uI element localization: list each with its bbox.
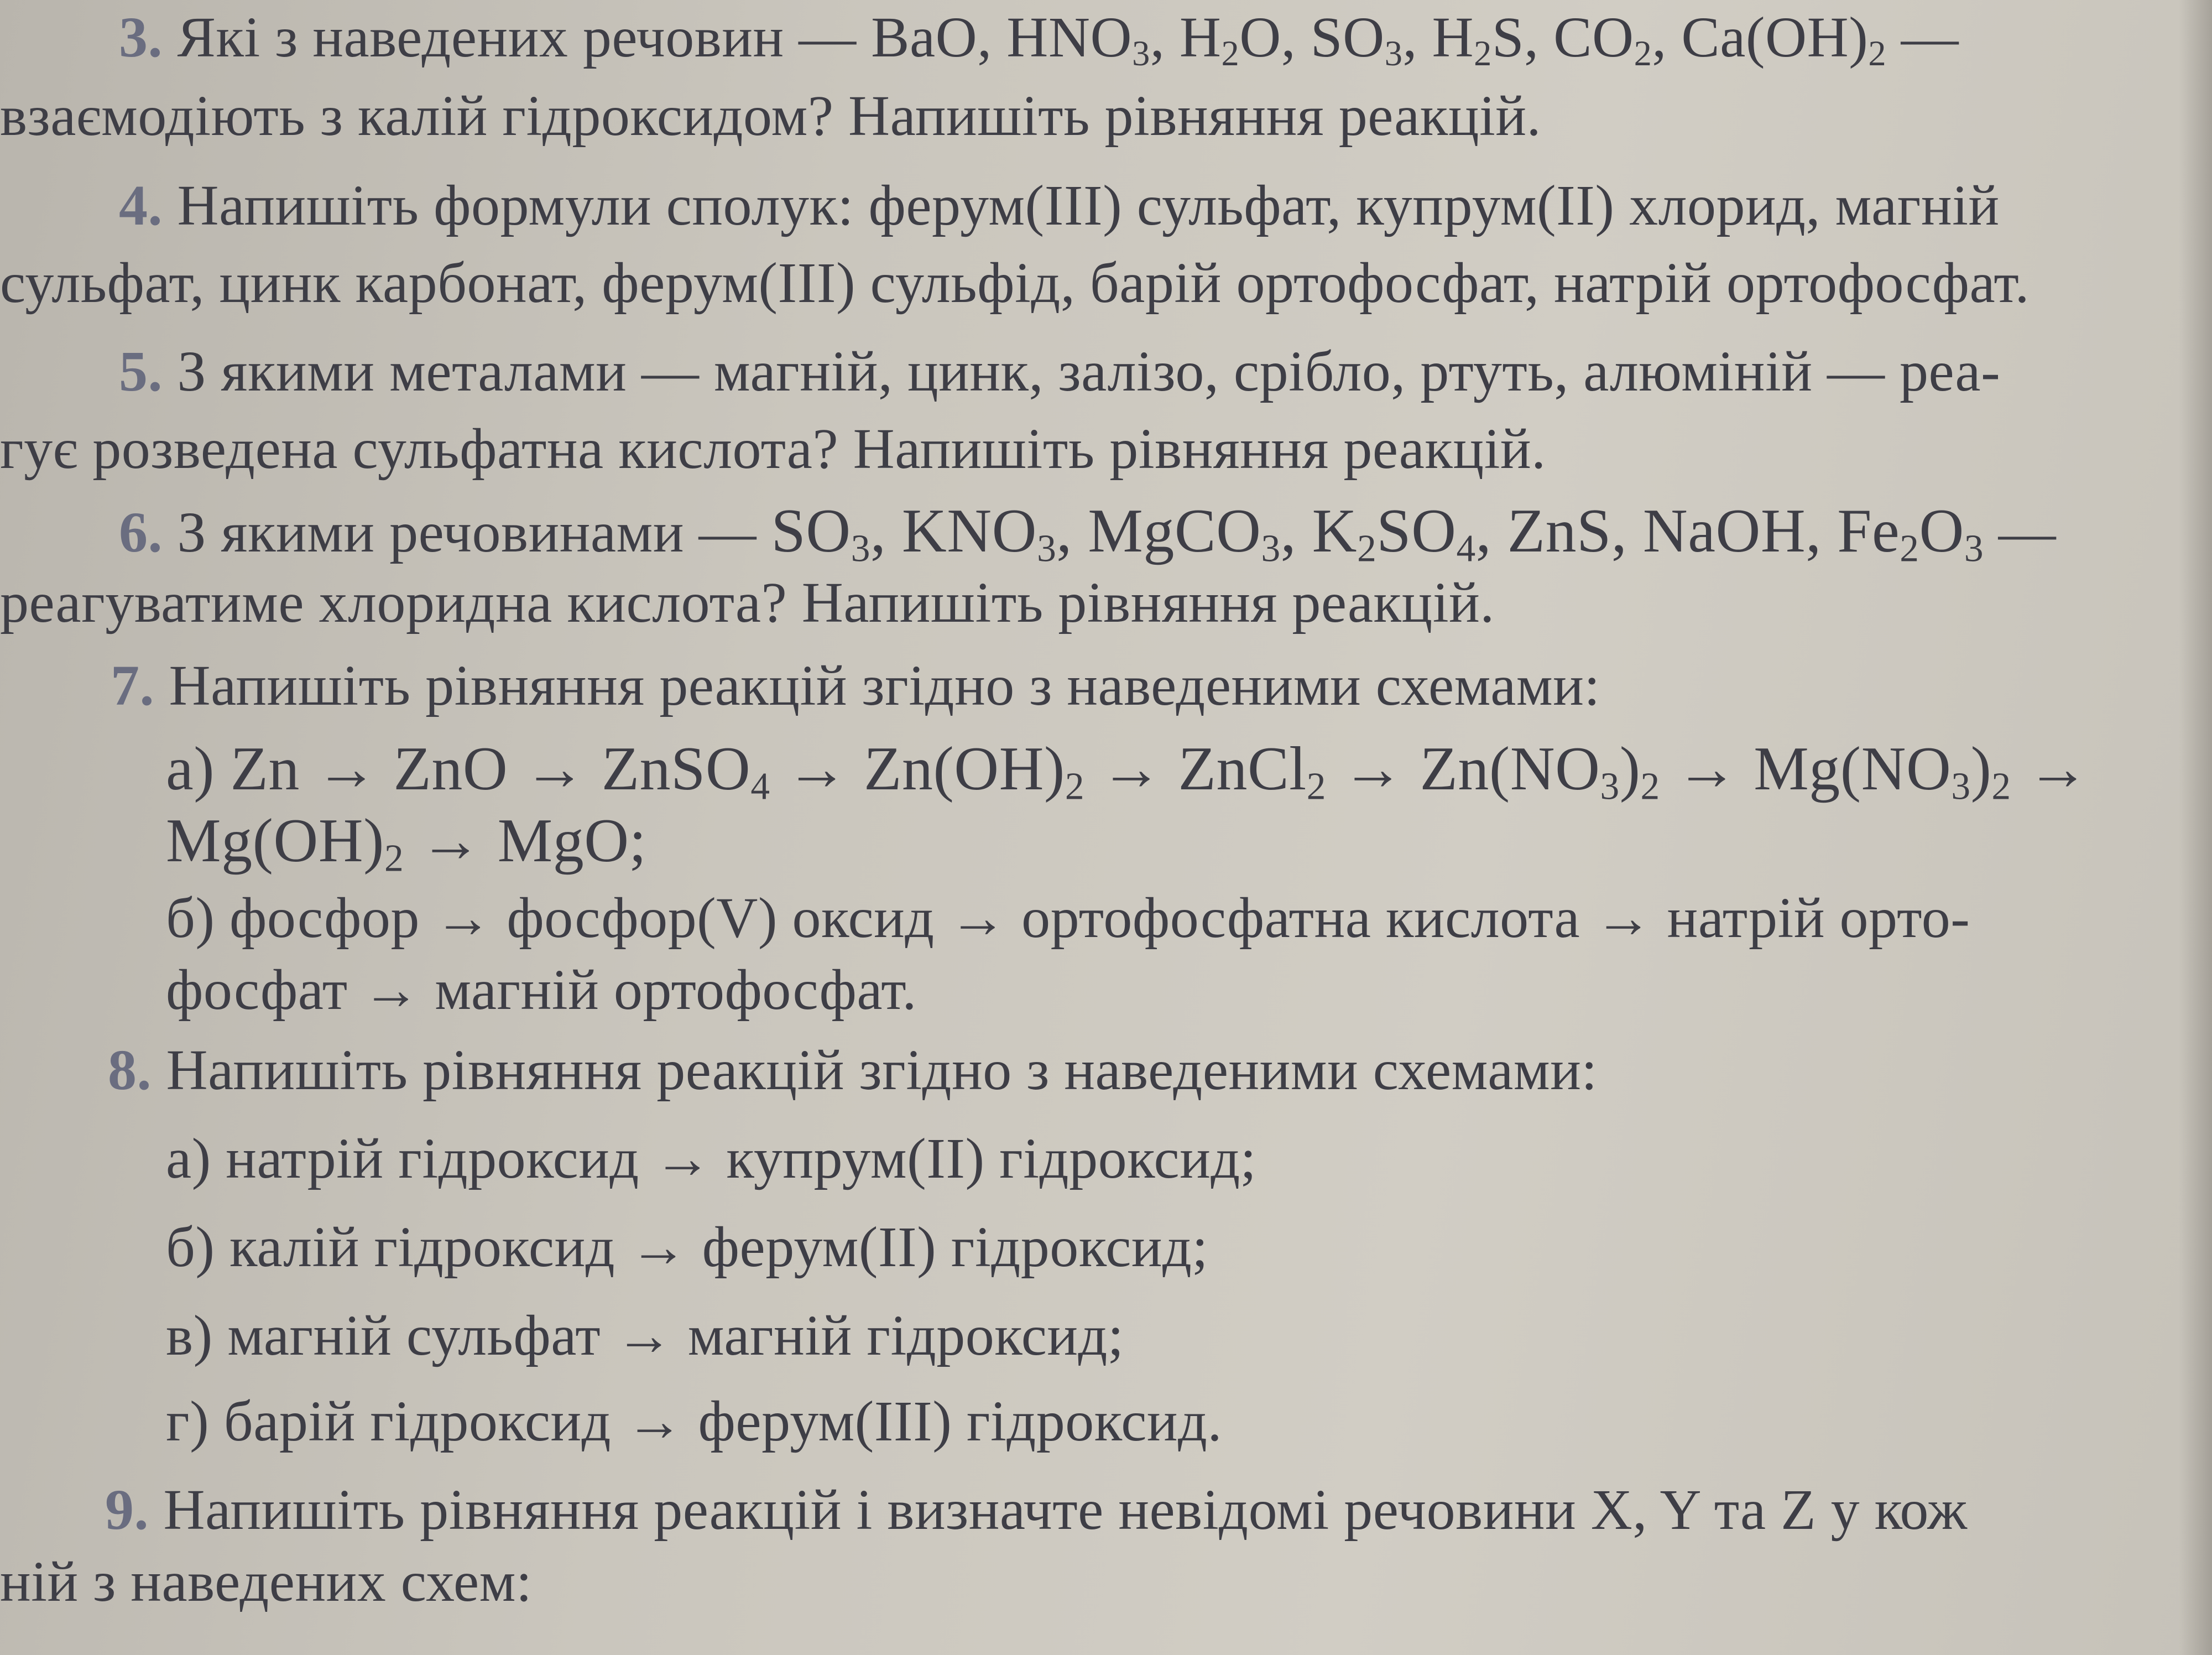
task-5-line-1 — [119, 339, 2000, 405]
task-8-scheme-v: в) магній сульфат → магній гідроксид; — [166, 1304, 1124, 1367]
task-4-line-2: сульфат, цинк карбонат, ферум(III) сульфід, барій ортофосфат, натрій ортофосфат. — [0, 251, 2030, 315]
task-4-line-1 — [119, 173, 2000, 239]
task-6-number: 6. — [119, 501, 163, 564]
task-8-title: Напишіть рівняння реакцій згідно з наведеними схемами: — [166, 1038, 1598, 1102]
task-5-line-2: гує розведена сульфатна кислота? Напишіть рівняння реакцій. — [0, 417, 1546, 481]
task-8-title-line — [108, 1037, 1598, 1104]
task-6-text: З якими речовинами — $SO_3$, $KNO_3$, MgCO$_3$, $K_2SO_4$, ZnS, NaOH, $Fe_2O_3$ — — [177, 497, 2057, 570]
task-7-title: Напишіть рівняння реакцій згідно з наведеними схемами: — [169, 654, 1600, 717]
task-7-scheme-a-line-1: а) Zn → ZnO → ZnSO$_4$ → $Zn(OH)_2$ → ZnCl$_2$ → $Zn(NO_3)_2 \to Mg(NO_3)_2$ → — [166, 735, 2089, 808]
task-7-scheme-a-line-2: $Mg(OH)_2$ → MgO; — [166, 806, 647, 880]
task-5-number: 5. — [119, 340, 163, 403]
task-8-number: 8. — [108, 1038, 152, 1102]
task-6-line-2: реагуватиме хлоридна кислота? Напишіть рівняння реакцій. — [0, 571, 1495, 634]
task-5-text: З якими металами — магній, цинк, залізо, срібло, ртуть, алюміній — реа- — [177, 340, 2001, 403]
task-3-line-1 — [119, 4, 1959, 74]
task-7-scheme-b-line-2: фосфат → магній ортофосфат. — [166, 958, 917, 1022]
task-6-line-1 — [119, 497, 2057, 570]
task-8-scheme-a: а) натрій гідроксид → купрум(II) гідроксид; — [166, 1127, 1257, 1190]
task-8-scheme-g: г) барій гідроксид → ферум(III) гідроксид. — [166, 1389, 1222, 1453]
task-7-title-line — [111, 653, 1600, 719]
task-7-scheme-b-line-1: б) фосфор → фосфор(V) оксид → ортофосфатна кислота → натрій орто- — [166, 886, 1970, 950]
page-edge-shadow — [2179, 0, 2212, 1655]
task-3-line-2: взаємодіють з калій гідроксидом? Напишіть рівняння реакцій. — [0, 84, 1542, 148]
task-9-line-1 — [105, 1477, 1968, 1543]
task-8-scheme-b: б) калій гідроксид → ферум(II) гідроксид; — [166, 1215, 1208, 1279]
task-3-number: 3. — [119, 6, 163, 69]
task-3-text: Які з наведених речовин — BaO, $HNO_3$, $H_2O$, $SO_3$, $H_2S$, $CO_2$, $Ca(OH)_2$ — — [177, 6, 1959, 74]
task-7-number: 7. — [111, 654, 154, 717]
task-4-number: 4. — [119, 174, 163, 237]
task-9-line-2: ній з наведених схем: — [0, 1550, 533, 1614]
task-9-number: 9. — [105, 1478, 149, 1542]
task-9-text: Напишіть рівняння реакцій і визначте невідомі речовини X, Y та Z у кож — [163, 1478, 1968, 1542]
task-4-text: Напишіть формули сполук: ферум(III) сульфат, купрум(II) хлорид, магній — [177, 174, 2000, 237]
